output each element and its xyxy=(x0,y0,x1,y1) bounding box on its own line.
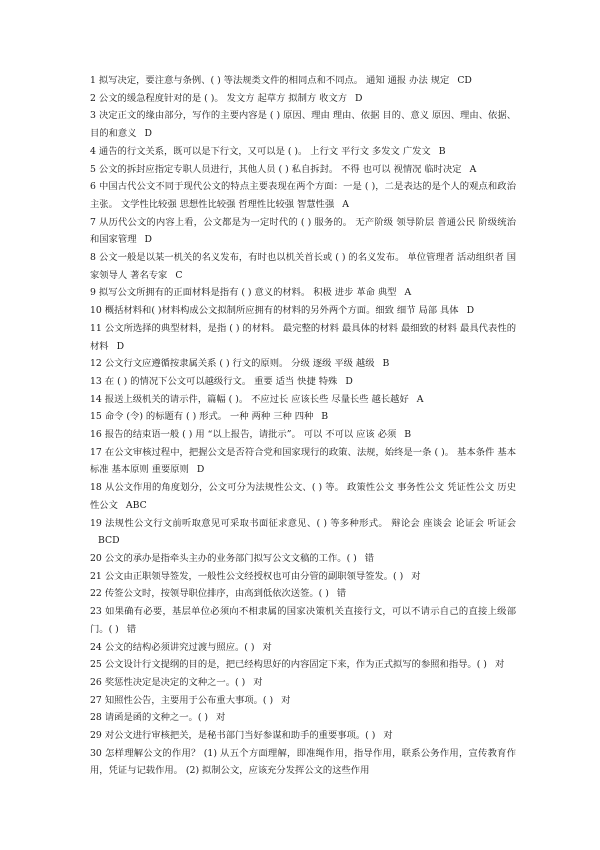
question-number: 25 xyxy=(90,659,102,671)
question-text: 公文的拆封应指定专职人员进行，其他人员 ( ) 私自拆封。 不得 也可以 视情况 临时决定 xyxy=(98,163,462,175)
question-item xyxy=(90,408,516,426)
question-answer: D xyxy=(355,92,363,104)
question-item xyxy=(90,745,516,780)
question-item xyxy=(90,249,516,284)
question-item xyxy=(90,479,516,514)
question-item xyxy=(90,639,516,657)
question-answer: D xyxy=(144,234,152,246)
question-answer: 对 xyxy=(411,570,421,582)
question-item xyxy=(90,302,516,320)
question-answer: 对 xyxy=(262,641,272,653)
question-text: 在 ( ) 的情况下公文可以越级行文。 重要 适当 快捷 特殊 xyxy=(104,375,338,387)
question-answer: A xyxy=(416,393,424,405)
question-item xyxy=(90,444,516,479)
question-item xyxy=(90,284,516,302)
question-answer: 对 xyxy=(253,676,263,688)
question-answer: 对 xyxy=(281,694,291,706)
question-item xyxy=(90,568,516,586)
question-number: 10 xyxy=(90,305,102,317)
question-number: 18 xyxy=(90,482,102,494)
question-number: 12 xyxy=(90,358,102,370)
question-number: 3 xyxy=(90,110,96,122)
question-text: 拟写决定，要注意与条例、( ) 等法规类文件的相同点和不同点。 通知 通报 办法 规定 xyxy=(98,75,450,86)
question-number: 8 xyxy=(90,252,96,264)
question-item xyxy=(90,391,516,409)
question-item xyxy=(90,214,516,249)
question-text: 对公文进行审核把关，是秘书部门当好参谋和助手的重要事项。( ) xyxy=(104,730,376,742)
question-number: 20 xyxy=(90,552,102,564)
question-answer: B xyxy=(438,145,446,157)
question-text: 公文行文应遵循按隶属关系 ( ) 行文的原则。 分级 逐级 平级 越级 xyxy=(104,358,375,370)
question-answer: 错 xyxy=(336,588,347,600)
question-number: 28 xyxy=(90,712,102,724)
question-number: 22 xyxy=(90,588,102,600)
question-text: 决定正文的缘由部分，写作的主要内容是 ( ) 原因、理由 理由、依据 目的、意义 原因、理由、依据、目的和意义 xyxy=(90,110,516,140)
question-number: 21 xyxy=(90,570,102,582)
question-answer: A xyxy=(342,198,349,210)
question-text: 通告的行文关系，既可以是下行文，又可以是 ( )。 上行文 平行文 多发文 广发文 xyxy=(98,145,431,157)
question-text: 公文的结构必须讲究过渡与照应。( ) xyxy=(104,641,255,653)
question-item xyxy=(90,727,516,745)
question-number: 23 xyxy=(90,606,102,618)
question-item xyxy=(90,426,516,444)
question-text: 请函是函的文种之一。( ) xyxy=(104,712,209,724)
question-text: 公文设计行文提纲的目的是，把已经构思好的内容固定下来，作为正式拟写的参照和指导。( ) xyxy=(104,659,487,671)
question-number: 19 xyxy=(90,517,102,529)
question-text: 报送上级机关的请示件，篇幅 ( )。 不应过长 应该长些 尽量长些 越长越好 xyxy=(104,393,409,405)
question-text: 公文一般是以某一机关的名义发布，有时也以机关首长或 ( ) 的名义发布。 单位管理者 活动组织者 国家领导人 著名专家 xyxy=(90,252,516,281)
question-number: 9 xyxy=(90,287,96,299)
question-item xyxy=(90,107,516,142)
question-answer: B xyxy=(321,411,329,423)
question-number: 24 xyxy=(90,641,102,653)
question-answer: 错 xyxy=(364,552,375,564)
question-number: 1 xyxy=(90,75,96,86)
question-number: 14 xyxy=(90,393,102,405)
question-answer: 对 xyxy=(383,730,393,742)
question-item xyxy=(90,373,516,391)
question-answer: 对 xyxy=(216,712,226,724)
question-number: 11 xyxy=(90,322,102,334)
question-answer: CD xyxy=(457,75,472,86)
question-number: 4 xyxy=(90,145,96,157)
question-item xyxy=(90,515,516,550)
question-item xyxy=(90,674,516,692)
question-number: 27 xyxy=(90,694,102,706)
question-text: 概括材料和( )材料构成公文拟制所应拥有的材料的另外两个方面。细致 细节 局部 具体 xyxy=(104,305,459,317)
question-answer: B xyxy=(382,358,390,370)
question-answer: D xyxy=(345,375,353,387)
question-answer: D xyxy=(144,128,152,140)
question-item xyxy=(90,656,516,674)
question-item xyxy=(90,161,516,179)
question-text: 从历代公文的内容上看，公文都是为一定时代的 ( ) 服务的。 无产阶级 领导阶层 普通公民 阶级统治和国家管理 xyxy=(90,216,516,246)
question-number: 13 xyxy=(90,375,102,387)
question-text: 公文所选择的典型材料，是指 ( ) 的材料。 最完整的材料 最具体的材料 最细致的材料 最具代表性的材料 xyxy=(90,322,516,352)
question-answer: D xyxy=(196,464,205,476)
question-item xyxy=(90,143,516,161)
question-text: 从公文作用的角度划分，公文可分为法规性公文、( ) 等。 政策性公文 事务性公文 凭证性公文 历史性公文 xyxy=(90,482,516,511)
question-text: 知照性公告，主要用于公布重大事项。( ) xyxy=(104,694,274,706)
question-text: 怎样理解公文的作用？ (1) 从五个方面理解，即准绳作用，指导作用，联系公务作用，宣传教育作用，凭证与记载作用。 (2) 拟制公文，应该充分发挥公文的这些作用 xyxy=(90,747,516,777)
question-item xyxy=(90,585,516,603)
question-answer: BCD xyxy=(98,535,120,547)
question-number: 29 xyxy=(90,730,102,742)
question-text: 命令 (令) 的标题有 ( ) 形式。 一种 两种 三种 四种 xyxy=(104,411,314,423)
question-text: 公文由正职领导签发，一般性公文经授权也可由分管的副职领导签发。( ) xyxy=(104,570,404,582)
question-number: 16 xyxy=(90,429,102,441)
question-item xyxy=(90,550,516,568)
question-answer: ABC xyxy=(125,499,147,511)
question-text: 公文的缓急程度针对的是 ( )。 发文方 起草方 拟制方 收文方 xyxy=(98,92,348,104)
question-number: 17 xyxy=(90,446,102,458)
question-item xyxy=(90,692,516,710)
question-text: 拟写公文所拥有的正面材料是指有 ( ) 意义的材料。 积极 进步 革命 典型 xyxy=(98,287,397,299)
question-number: 26 xyxy=(90,676,102,688)
question-item xyxy=(90,90,516,108)
question-item xyxy=(90,709,516,727)
question-item xyxy=(90,355,516,373)
question-answer: 错 xyxy=(126,623,137,635)
question-list xyxy=(90,72,516,780)
question-item xyxy=(90,72,516,90)
question-number: 2 xyxy=(90,92,96,104)
question-answer: C xyxy=(175,269,183,281)
question-answer: 对 xyxy=(494,659,505,671)
question-text: 法规性公文行文前听取意见可采取书面征求意见、( ) 等多种形式。 辩论会 座谈会 论证会 听证会 xyxy=(104,517,516,529)
question-text: 报告的结束语一般 ( ) 用 “以上报告，请批示”。 可以 不可以 应该 必须 xyxy=(104,429,397,441)
question-number: 7 xyxy=(90,216,96,228)
question-text: 中国古代公文不同于现代公文的特点主要表现在两个方面：一是 ( )，二是表达的是个人的观点和政治主张。 文学性比较强 思想性比较强 哲理性比较强 智慧性强 xyxy=(90,181,516,210)
question-number: 5 xyxy=(90,163,96,175)
question-answer: D xyxy=(466,305,475,317)
question-item xyxy=(90,178,516,213)
question-answer: A xyxy=(469,163,477,175)
question-number: 30 xyxy=(90,747,102,759)
question-text: 如果确有必要，基层单位必须向不相隶属的国家决策机关直接行文，可以不请示自己的直接上级部门。( ) xyxy=(90,606,516,635)
question-text: 公文的承办是指牵头主办的业务部门拟写公文文稿的工作。( ) xyxy=(104,552,357,564)
question-answer: D xyxy=(116,340,125,352)
question-text: 传签公文时，按领导职位排序，由高到低依次送签。( ) xyxy=(104,588,329,600)
question-text: 奖惩性决定是决定的文种之一。( ) xyxy=(104,676,246,688)
question-number: 6 xyxy=(90,181,96,193)
question-text: 在公文审核过程中，把握公文是否符合党和国家现行的政策、法规，始终是一条 ( )。 基本条件 基本标准 基本原则 重要原则 xyxy=(90,446,516,476)
question-answer: A xyxy=(404,287,412,299)
question-answer: B xyxy=(404,429,412,441)
question-item xyxy=(90,603,516,638)
question-number: 15 xyxy=(90,411,102,423)
question-item xyxy=(90,320,516,355)
